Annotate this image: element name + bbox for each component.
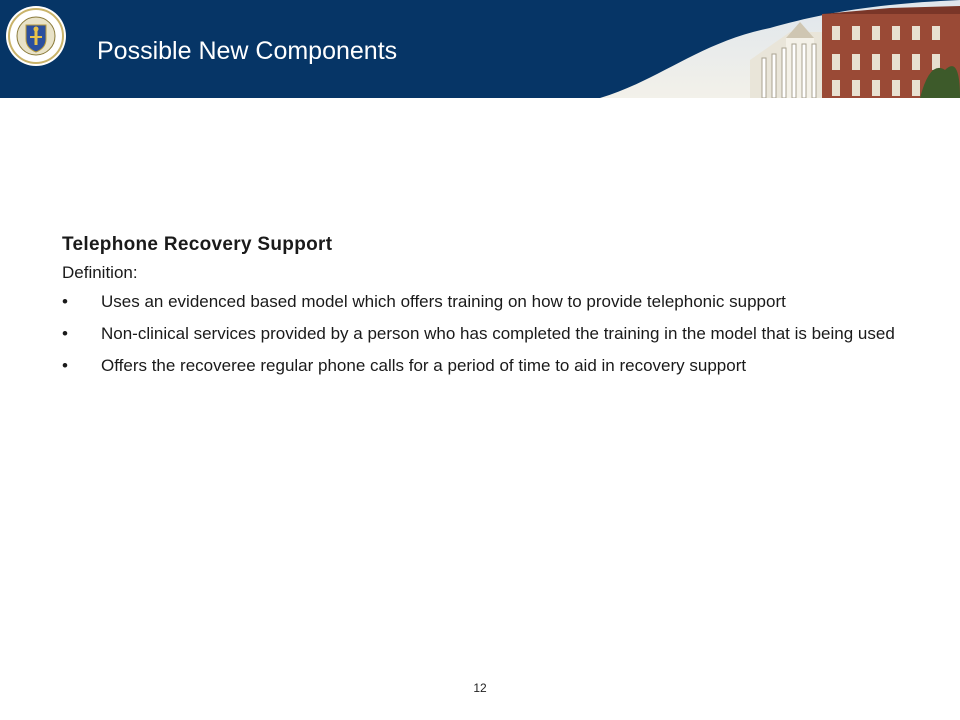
section-heading: Telephone Recovery Support [62, 234, 333, 255]
slide-content [62, 233, 912, 387]
definition-label: Definition: [62, 263, 138, 282]
bullet-icon: • [62, 324, 68, 343]
slide-title: Possible New Components [97, 37, 398, 65]
bullet-icon: • [62, 292, 68, 311]
bullet-item [62, 291, 912, 313]
bullet-item [62, 323, 912, 345]
bullet-list [62, 291, 912, 377]
bullet-text: Non-clinical services provided by a person who has completed the training in the model that is being used [101, 324, 895, 343]
slide-header [0, 0, 960, 98]
bullet-text: Uses an evidenced based model which offers training on how to provide telephonic support [101, 292, 786, 311]
bullet-icon: • [62, 356, 68, 375]
page-number: 12 [473, 681, 487, 695]
bullet-text: Offers the recoveree regular phone calls for a period of time to aid in recovery support [101, 356, 747, 375]
massachusetts-seal-icon [5, 5, 67, 67]
state-house-building-photo [600, 0, 960, 98]
bullet-item [62, 355, 912, 377]
